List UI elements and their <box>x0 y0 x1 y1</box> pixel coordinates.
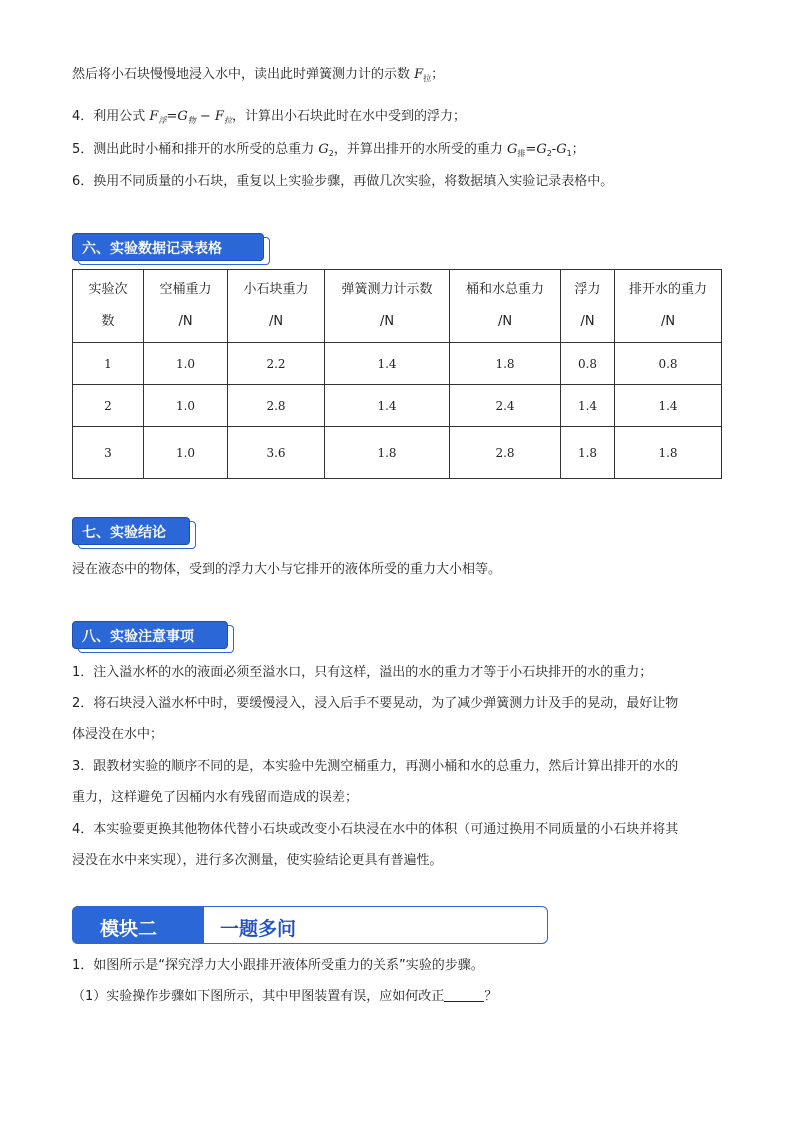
header-cell <box>228 270 325 343</box>
table-cell: 3 <box>73 427 144 479</box>
header-top: 实验次 <box>88 282 128 297</box>
header-top: 桶和水总重力 <box>465 282 544 297</box>
table-cell: 1.8 <box>450 343 561 385</box>
table-cell: 1.4 <box>325 385 450 427</box>
formula-f2: F <box>214 109 224 124</box>
formula-g: G <box>177 109 188 124</box>
formula-minus: − <box>195 109 215 124</box>
table-cell: 1.4 <box>615 385 722 427</box>
question-1: 1．如图所示是“探究浮力大小跟排开液体所受重力的关系”实验的步骤。 <box>72 958 484 973</box>
table-cell: 1.0 <box>144 427 228 479</box>
table-row <box>73 343 722 385</box>
header-bottom: 数 <box>101 314 115 329</box>
table-cell: 1.8 <box>561 427 615 479</box>
header-top: 排开水的重力 <box>628 282 707 297</box>
intro-tail: ； <box>431 67 445 82</box>
header-cell <box>561 270 615 343</box>
g-displaced-sub: 排 <box>517 149 526 158</box>
table-cell: 1 <box>73 343 144 385</box>
step-5-prefix: 5．测出此时小桶和排开的水所受的总重力 <box>72 142 319 157</box>
note-4-line-1: 4．本实验要更换其他物体代替小石块或改变小石块浸在水中的体积（可通过换用不同质量的小石块并将其 <box>72 822 679 837</box>
eq-g2-sub: 2 <box>546 149 552 158</box>
table-cell: 0.8 <box>561 343 615 385</box>
step-4-prefix: 4．利用公式 <box>72 109 150 124</box>
table-cell: 1.0 <box>144 385 228 427</box>
module-number: 模块二 <box>100 918 158 940</box>
intro-line <box>72 66 444 88</box>
force-subscript: 拉 <box>423 74 432 83</box>
conclusion-text: 浸在液态中的物体，受到的浮力大小与它排开的液体所受的重力大小相等。 <box>72 562 502 577</box>
header-bottom: /N <box>379 314 395 329</box>
force-symbol: F <box>414 67 424 82</box>
table-cell: 2.8 <box>228 385 325 427</box>
header-cell <box>144 270 228 343</box>
module-banner <box>72 906 548 944</box>
g2-sub: 2 <box>328 149 334 158</box>
header-bottom: /N <box>660 314 676 329</box>
header-bottom: /N <box>497 314 513 329</box>
note-3-line-1: 3．跟教材实验的顺序不同的是，本实验中先测空桶重力，再测小桶和水的总重力，然后计算出排开的水的 <box>72 759 679 774</box>
header-cell <box>73 270 144 343</box>
table-row <box>73 427 722 479</box>
section-6-title: 六、实验数据记录表格 <box>82 241 222 257</box>
table-cell: 2 <box>73 385 144 427</box>
formula-eq: = <box>166 109 178 124</box>
table-cell: 2.8 <box>450 427 561 479</box>
section-7-title: 七、实验结论 <box>82 525 166 541</box>
g2-symbol: G <box>318 142 329 157</box>
formula-f2-sub: 拉 <box>223 116 232 125</box>
note-2-line-2: 体浸没在水中； <box>72 727 164 742</box>
header-bottom: /N <box>268 314 284 329</box>
step-5-mid: ，并算出排开的水所受的重力 <box>333 142 508 157</box>
step-4 <box>72 108 466 130</box>
eq-g2: =G <box>525 142 547 157</box>
header-cell <box>615 270 722 343</box>
data-table <box>72 269 722 479</box>
header-top: 空桶重力 <box>159 282 212 297</box>
table-cell: 1.0 <box>144 343 228 385</box>
table-cell: 2.4 <box>450 385 561 427</box>
table-row <box>73 385 722 427</box>
step-4-suffix: ，计算出小石块此时在水中受到的浮力； <box>231 109 466 124</box>
buoyancy-formula <box>149 109 232 124</box>
note-1: 1．注入溢水杯的水的液面必须至溢水口，只有这样，溢出的水的重力才等于小石块排开的水的重力； <box>72 665 653 680</box>
header-top: 小石块重力 <box>243 282 309 297</box>
table-cell: 1.8 <box>325 427 450 479</box>
module-title: 一题多问 <box>220 918 297 940</box>
header-cell <box>325 270 450 343</box>
step-6: 6．换用不同质量的小石块，重复以上实验步骤，再做几次实验，将数据填入实验记录表格中。 <box>72 174 614 189</box>
section-8-title: 八、实验注意事项 <box>82 629 194 645</box>
header-top: 弹簧测力计示数 <box>341 282 433 297</box>
minus-g1: -G <box>551 142 567 157</box>
table-header-row <box>73 270 722 343</box>
question-mark: ？ <box>484 989 498 1004</box>
formula-f: F <box>149 109 159 124</box>
header-cell <box>450 270 561 343</box>
answer-blank[interactable] <box>444 989 484 1002</box>
header-bottom: /N <box>178 314 193 329</box>
g1-sub: 1 <box>566 149 572 158</box>
table-cell: 1.4 <box>325 343 450 385</box>
table-cell: 1.8 <box>615 427 722 479</box>
step-5-end: ； <box>571 142 585 157</box>
g-displaced-symbol: G <box>507 142 518 157</box>
table-cell: 3.6 <box>228 427 325 479</box>
note-2-line-1: 2．将石块浸入溢水杯中时，要缓慢浸入，浸入后手不要晃动，为了减少弹簧测力计及手的晃动，最好让物 <box>72 696 679 711</box>
header-bottom: /N <box>580 314 595 329</box>
intro-text: 然后将小石块慢慢地浸入水中，读出此时弹簧测力计的示数 <box>72 67 415 82</box>
note-3-line-2: 重力，这样避免了因桶内水有残留而造成的误差； <box>72 790 359 805</box>
formula-g-sub: 物 <box>187 116 196 125</box>
formula-f-sub: 浮 <box>158 116 167 125</box>
table-cell: 2.2 <box>228 343 325 385</box>
header-top: 浮力 <box>574 282 601 297</box>
table-cell: 0.8 <box>615 343 722 385</box>
note-4-line-2: 浸没在水中来实现），进行多次测量，使实验结论更具有普遍性。 <box>72 853 443 868</box>
table-cell: 1.4 <box>561 385 615 427</box>
question-1-part-1 <box>72 988 497 1006</box>
step-5 <box>72 141 585 163</box>
question-1-part-1-text: （1）实验操作步骤如下图所示，其中甲图装置有误，应如何改正 <box>72 989 445 1004</box>
